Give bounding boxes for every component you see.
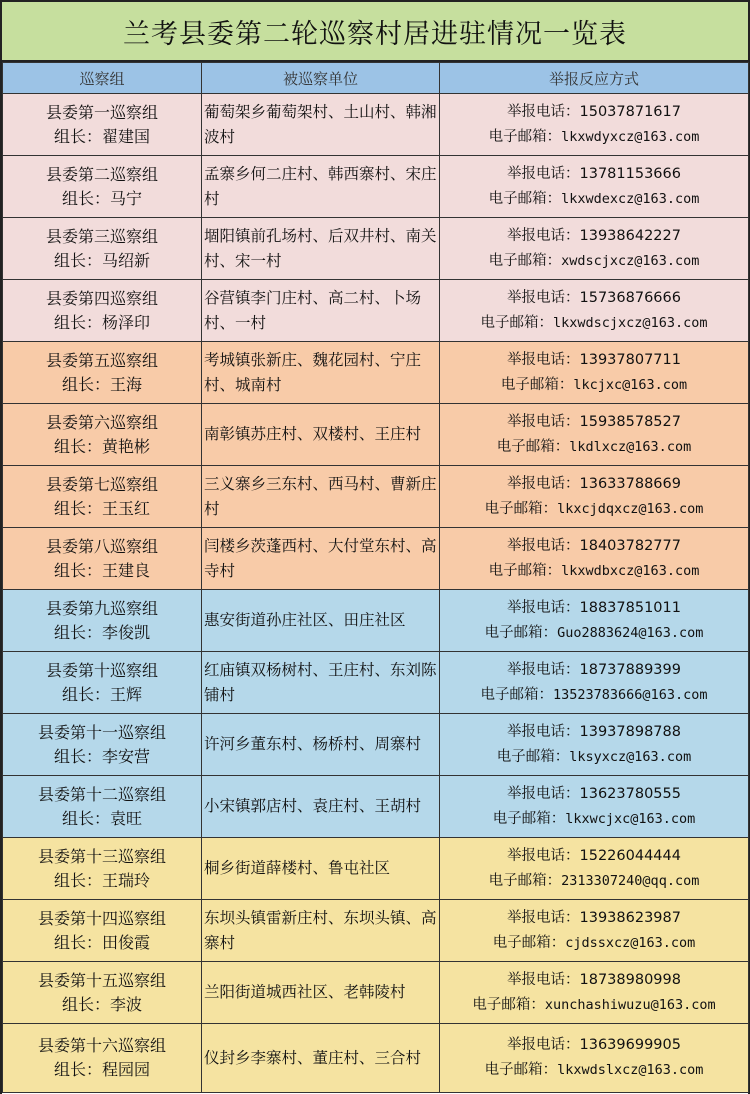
group-name: 县委第十五巡察组 bbox=[37, 970, 166, 990]
table-row bbox=[3, 652, 749, 714]
table-header-row bbox=[3, 63, 749, 94]
group-name: 县委第十一巡察组 bbox=[37, 722, 166, 742]
email-address: xunchashiwuzu@163.com bbox=[544, 996, 716, 1013]
email-label: 电子邮箱： bbox=[480, 314, 554, 331]
email-address: lkxwdslxcz@163.com bbox=[557, 1062, 704, 1078]
email-label: 电子邮箱： bbox=[496, 748, 570, 765]
email-label: 电子邮箱： bbox=[492, 810, 566, 827]
units-cell: 许河乡董东村、杨桥村、周寨村 bbox=[202, 714, 440, 776]
group-cell bbox=[3, 342, 202, 404]
email-line bbox=[440, 621, 748, 646]
table-row bbox=[3, 404, 749, 466]
email-line bbox=[440, 125, 748, 150]
phone-number: 18738980998 bbox=[579, 971, 681, 988]
leader-name: 袁旺 bbox=[110, 808, 143, 828]
contact-cell bbox=[440, 652, 749, 714]
units-cell: 东坝头镇雷新庄村、东坝头镇、高寨村 bbox=[202, 900, 440, 962]
leader-name: 王辉 bbox=[110, 684, 143, 704]
units-cell: 孟寨乡何二庄村、韩西寨村、宋庄村 bbox=[202, 156, 440, 218]
table-row bbox=[3, 94, 749, 156]
email-address: lksyxcz@163.com bbox=[569, 748, 692, 765]
table-row bbox=[3, 280, 749, 342]
group-name: 县委第八巡察组 bbox=[45, 536, 158, 556]
group-leader bbox=[3, 373, 201, 397]
leader-name: 杨泽印 bbox=[102, 312, 151, 332]
table-row bbox=[3, 776, 749, 838]
email-line bbox=[440, 559, 748, 584]
phone-line bbox=[440, 534, 748, 559]
contact-cell bbox=[440, 900, 749, 962]
units-cell: 小宋镇郭店村、袁庄村、王胡村 bbox=[202, 776, 440, 838]
contact-cell bbox=[440, 94, 749, 156]
phone-line bbox=[440, 596, 748, 621]
phone-line bbox=[440, 968, 748, 993]
group-cell bbox=[3, 94, 202, 156]
phone-label: 举报电话： bbox=[507, 351, 580, 368]
email-label: 电子邮箱： bbox=[496, 438, 570, 455]
leader-label: 组长： bbox=[61, 684, 110, 704]
phone-number: 13623780555 bbox=[579, 785, 681, 802]
email-line bbox=[440, 683, 748, 708]
group-name: 县委第二巡察组 bbox=[45, 164, 158, 184]
phone-number: 13633788669 bbox=[579, 475, 681, 492]
phone-line bbox=[440, 224, 748, 249]
email-label: 电子邮箱： bbox=[488, 252, 562, 269]
table-row bbox=[3, 342, 749, 404]
group-leader bbox=[3, 497, 201, 521]
column-header-contact: 举报反应方式 bbox=[440, 63, 749, 94]
group-cell bbox=[3, 528, 202, 590]
units-cell: 谷营镇李门庄村、高二村、卜场村、一村 bbox=[202, 280, 440, 342]
group-cell bbox=[3, 652, 202, 714]
group-leader bbox=[3, 621, 201, 645]
group-leader bbox=[3, 683, 201, 707]
table-row bbox=[3, 838, 749, 900]
phone-line bbox=[440, 844, 748, 869]
group-name: 县委第十二巡察组 bbox=[37, 784, 166, 804]
phone-number: 18837851011 bbox=[579, 599, 681, 616]
email-label: 电子邮箱： bbox=[488, 190, 562, 207]
leader-label: 组长： bbox=[61, 808, 110, 828]
leader-name: 王海 bbox=[110, 374, 143, 394]
email-label: 电子邮箱： bbox=[488, 562, 562, 579]
table-row bbox=[3, 962, 749, 1024]
email-address: lkxwdscjxcz@163.com bbox=[553, 314, 708, 331]
contact-cell bbox=[440, 404, 749, 466]
group-name: 县委第十四巡察组 bbox=[37, 908, 166, 928]
phone-label: 举报电话： bbox=[507, 599, 580, 616]
email-line bbox=[440, 993, 748, 1018]
phone-label: 举报电话： bbox=[507, 103, 580, 120]
email-address: Guo2883624@163.com bbox=[557, 624, 704, 641]
table-row bbox=[3, 1024, 749, 1093]
group-leader bbox=[3, 311, 201, 335]
group-cell bbox=[3, 280, 202, 342]
leader-name: 王瑞玲 bbox=[102, 870, 151, 890]
units-cell: 葡萄架乡葡萄架村、土山村、韩湘波村 bbox=[202, 94, 440, 156]
phone-line bbox=[440, 100, 748, 125]
leader-name: 马绍新 bbox=[102, 250, 151, 270]
phone-line bbox=[440, 720, 748, 745]
email-line bbox=[440, 249, 748, 274]
leader-label: 组长： bbox=[61, 994, 110, 1014]
email-label: 电子邮箱： bbox=[484, 1062, 558, 1078]
column-header-units: 被巡察单位 bbox=[202, 63, 440, 94]
phone-line bbox=[440, 658, 748, 683]
group-leader bbox=[3, 187, 201, 211]
table-row bbox=[3, 218, 749, 280]
leader-name: 李俊凯 bbox=[102, 622, 151, 642]
phone-label: 举报电话： bbox=[507, 971, 580, 988]
email-line bbox=[440, 807, 748, 832]
email-line bbox=[440, 931, 748, 956]
leader-label: 组长： bbox=[53, 250, 102, 270]
leader-label: 组长： bbox=[53, 622, 102, 642]
email-label: 电子邮箱： bbox=[492, 934, 566, 951]
leader-name: 李安营 bbox=[102, 746, 151, 766]
leader-label: 组长： bbox=[53, 312, 102, 332]
email-line bbox=[440, 1058, 748, 1083]
group-cell bbox=[3, 776, 202, 838]
contact-cell bbox=[440, 466, 749, 528]
phone-line bbox=[440, 162, 748, 187]
email-address: lkxwcjxc@163.com bbox=[565, 810, 696, 827]
group-cell bbox=[3, 156, 202, 218]
table-row bbox=[3, 714, 749, 776]
units-cell: 红庙镇双杨树村、王庄村、东刘陈铺村 bbox=[202, 652, 440, 714]
email-address: xwdscjxcz@163.com bbox=[561, 252, 700, 269]
leader-label: 组长： bbox=[53, 1060, 102, 1079]
phone-label: 举报电话： bbox=[507, 289, 580, 306]
phone-number: 13781153666 bbox=[579, 165, 681, 182]
phone-label: 举报电话： bbox=[507, 413, 580, 430]
units-cell: 闫楼乡茨蓬西村、大付堂东村、高寺村 bbox=[202, 528, 440, 590]
phone-line bbox=[440, 472, 748, 497]
leader-label: 组长： bbox=[53, 498, 102, 518]
email-line bbox=[440, 187, 748, 212]
leader-label: 组长： bbox=[53, 436, 102, 456]
units-cell: 堌阳镇前孔场村、后双井村、南关村、宋一村 bbox=[202, 218, 440, 280]
units-cell: 桐乡街道薛楼村、鲁屯社区 bbox=[202, 838, 440, 900]
email-address: cjdssxcz@163.com bbox=[565, 934, 696, 951]
phone-label: 举报电话： bbox=[507, 909, 580, 926]
email-address: lkcjxc@163.com bbox=[573, 376, 688, 393]
group-cell bbox=[3, 900, 202, 962]
group-cell bbox=[3, 962, 202, 1024]
units-cell: 考城镇张新庄、魏花园村、宁庄村、城南村 bbox=[202, 342, 440, 404]
leader-name: 马宁 bbox=[110, 188, 143, 208]
units-cell: 惠安街道孙庄社区、田庄社区 bbox=[202, 590, 440, 652]
phone-label: 举报电话： bbox=[507, 785, 580, 802]
table-body bbox=[3, 94, 749, 1093]
contact-cell bbox=[440, 280, 749, 342]
contact-cell bbox=[440, 156, 749, 218]
contact-cell bbox=[440, 528, 749, 590]
contact-cell bbox=[440, 590, 749, 652]
email-line bbox=[440, 435, 748, 460]
contact-cell bbox=[440, 838, 749, 900]
phone-number: 15736876666 bbox=[579, 289, 681, 306]
email-label: 电子邮箱： bbox=[488, 128, 562, 145]
phone-number: 13937898788 bbox=[579, 723, 681, 740]
group-name: 县委第七巡察组 bbox=[45, 474, 158, 494]
phone-line bbox=[440, 1033, 748, 1058]
group-name: 县委第六巡察组 bbox=[45, 412, 158, 432]
phone-label: 举报电话： bbox=[507, 227, 580, 244]
group-cell bbox=[3, 1024, 202, 1093]
email-line bbox=[440, 311, 748, 336]
phone-label: 举报电话： bbox=[507, 661, 580, 678]
table-row bbox=[3, 900, 749, 962]
group-name: 县委第五巡察组 bbox=[45, 350, 158, 370]
email-address: lkxcjdqxcz@163.com bbox=[557, 500, 704, 517]
contact-cell bbox=[440, 776, 749, 838]
leader-name: 程园园 bbox=[102, 1060, 151, 1079]
leader-name: 王玉红 bbox=[102, 498, 151, 518]
phone-label: 举报电话： bbox=[507, 165, 580, 182]
email-label: 电子邮箱： bbox=[500, 376, 574, 393]
contact-cell bbox=[440, 218, 749, 280]
leader-name: 田俊霞 bbox=[102, 932, 151, 952]
contact-cell bbox=[440, 714, 749, 776]
email-address: lkxwdbxcz@163.com bbox=[561, 562, 700, 579]
units-cell: 三义寨乡三东村、西马村、曹新庄村 bbox=[202, 466, 440, 528]
email-address: 2313307240@qq.com bbox=[561, 872, 700, 889]
group-cell bbox=[3, 218, 202, 280]
table-row bbox=[3, 156, 749, 218]
contact-cell bbox=[440, 1024, 749, 1093]
group-leader bbox=[3, 125, 201, 149]
email-line bbox=[440, 497, 748, 522]
leader-name: 翟建国 bbox=[102, 126, 151, 146]
phone-label: 举报电话： bbox=[507, 723, 580, 740]
column-header-group: 巡察组 bbox=[3, 63, 202, 94]
contact-cell bbox=[440, 962, 749, 1024]
email-label: 电子邮箱： bbox=[480, 686, 554, 703]
group-cell bbox=[3, 590, 202, 652]
phone-line bbox=[440, 782, 748, 807]
contact-cell bbox=[440, 342, 749, 404]
group-name: 县委第九巡察组 bbox=[45, 598, 158, 618]
email-address: lkxwdyxcz@163.com bbox=[561, 128, 700, 145]
leader-name: 李波 bbox=[110, 994, 143, 1014]
phone-number: 13937807711 bbox=[579, 351, 681, 368]
group-leader bbox=[3, 435, 201, 459]
leader-label: 组长： bbox=[61, 188, 110, 208]
group-name: 县委第三巡察组 bbox=[45, 226, 158, 246]
email-line bbox=[440, 373, 748, 398]
email-line bbox=[440, 745, 748, 770]
leader-label: 组长： bbox=[53, 932, 102, 952]
group-cell bbox=[3, 404, 202, 466]
leader-name: 黄艳彬 bbox=[102, 436, 151, 456]
phone-number: 15226044444 bbox=[579, 847, 681, 864]
group-leader bbox=[3, 745, 201, 769]
email-label: 电子邮箱： bbox=[488, 872, 562, 889]
leader-name: 王建良 bbox=[102, 560, 151, 580]
email-address: lkdlxcz@163.com bbox=[569, 438, 692, 455]
phone-number: 13938623987 bbox=[579, 909, 681, 926]
phone-label: 举报电话： bbox=[507, 1037, 580, 1053]
group-name: 县委第十六巡察组 bbox=[37, 1036, 166, 1055]
group-name: 县委第一巡察组 bbox=[45, 102, 158, 122]
phone-number: 13938642227 bbox=[579, 227, 681, 244]
group-name: 县委第十三巡察组 bbox=[37, 846, 166, 866]
leader-label: 组长： bbox=[53, 870, 102, 890]
group-leader bbox=[3, 807, 201, 831]
phone-number: 18737889399 bbox=[579, 661, 681, 678]
group-leader bbox=[3, 559, 201, 583]
group-leader bbox=[3, 993, 201, 1017]
table-row bbox=[3, 466, 749, 528]
phone-number: 18403782777 bbox=[579, 537, 681, 554]
phone-number: 15037871617 bbox=[579, 103, 681, 120]
email-line bbox=[440, 869, 748, 894]
phone-line bbox=[440, 410, 748, 435]
units-cell: 南彰镇苏庄村、双楼村、王庄村 bbox=[202, 404, 440, 466]
phone-line bbox=[440, 906, 748, 931]
email-address: 13523783666@163.com bbox=[553, 686, 708, 703]
phone-line bbox=[440, 348, 748, 373]
email-label: 电子邮箱： bbox=[484, 500, 558, 517]
group-leader bbox=[3, 869, 201, 893]
phone-label: 举报电话： bbox=[507, 847, 580, 864]
inspection-table bbox=[2, 62, 749, 1093]
units-cell: 兰阳街道城西社区、老韩陵村 bbox=[202, 962, 440, 1024]
group-name: 县委第四巡察组 bbox=[45, 288, 158, 308]
leader-label: 组长： bbox=[53, 560, 102, 580]
leader-label: 组长： bbox=[53, 746, 102, 766]
page-title: 兰考县委第二轮巡察村居进驻情况一览表 bbox=[2, 2, 748, 62]
group-leader bbox=[3, 931, 201, 955]
email-label: 电子邮箱： bbox=[472, 996, 545, 1013]
group-leader bbox=[3, 1058, 201, 1082]
phone-number: 15938578527 bbox=[579, 413, 681, 430]
leader-label: 组长： bbox=[61, 374, 110, 394]
phone-label: 举报电话： bbox=[507, 475, 580, 492]
group-cell bbox=[3, 714, 202, 776]
email-label: 电子邮箱： bbox=[484, 624, 558, 641]
group-name: 县委第十巡察组 bbox=[45, 660, 158, 680]
phone-line bbox=[440, 286, 748, 311]
group-cell bbox=[3, 838, 202, 900]
leader-label: 组长： bbox=[53, 126, 102, 146]
email-address: lkxwdexcz@163.com bbox=[561, 190, 700, 207]
group-leader bbox=[3, 249, 201, 273]
phone-number: 13639699905 bbox=[579, 1037, 681, 1053]
table-row bbox=[3, 590, 749, 652]
table-row bbox=[3, 528, 749, 590]
group-cell bbox=[3, 466, 202, 528]
units-cell: 仪封乡李寨村、董庄村、三合村 bbox=[202, 1024, 440, 1093]
phone-label: 举报电话： bbox=[507, 537, 580, 554]
